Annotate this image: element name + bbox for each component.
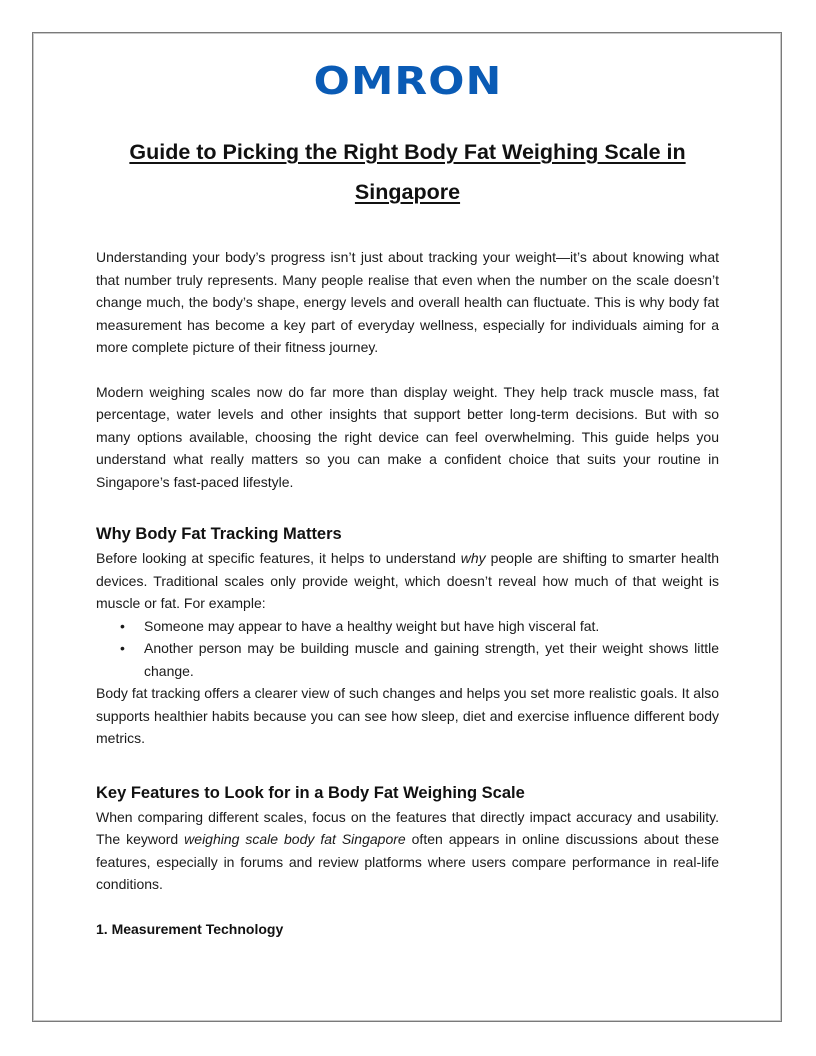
bullet-icon: • [120,617,125,634]
intro-paragraph-2: Modern weighing scales now do far more than display weight. They help track muscle mass, fat percentage, water levels and other insights that support better long-term decisions. But with so many options available, choosing the right device can feel overwhelming. This guide helps you understand what really matters so you can make a confident choice that suits your routine in Singapore’s fast-paced lifestyle. [96,383,719,490]
why-emphasis: why [460,550,486,566]
why-text-end: people are shifting to smarter health devices. Traditional scales only provide weight, which doesn’t reveal how much of that weight is muscle or fat. For example: [96,550,720,611]
logo-text: OMRON [313,59,503,103]
heading-why-body-fat: Why Body Fat Tracking Matters [96,525,342,543]
bullet-text: Another person may be building muscle and gaining strength, yet their weight shows little change. [144,640,719,679]
features-text-end: often appears in online discussions about these features, especially in forums and review platforms where users compare performance in real-life conditions. [96,831,719,892]
why-paragraph [96,547,719,615]
features-emphasis: weighing scale body fat Singapore [184,831,406,847]
features-text-start: When comparing different scales, focus on the features that directly impact accuracy and usability. The keyword [96,808,719,847]
document-body [96,132,719,940]
bullet-text: Someone may appear to have a healthy weight but have high visceral fat. [144,617,600,634]
page-title: Guide to Picking the Right Body Fat Weighing Scale in Singapore [129,140,686,204]
why-text-start: Before looking at specific features, it helps to understand [96,550,461,566]
heading-key-features: Key Features to Look for in a Body Fat Weighing Scale [96,783,525,802]
subheading-measurement-technology: 1. Measurement Technology [96,920,284,937]
omron-logo [0,59,816,103]
list-item [120,637,719,682]
intro-paragraph-1: Understanding your body’s progress isn’t just about tracking your weight—it’s about knowing what that number truly represents. Many people realise that even when the number on the scale doesn’t change much, the body’s shape, energy levels and overall health can fluctuate. This is why body fat measurement has become a key part of everyday wellness, especially for individuals aiming for a more complete picture of their fitness journey. [96,249,719,355]
features-paragraph [96,806,719,896]
list-item [120,615,719,638]
bullet-icon: • [120,640,125,656]
why-closing-paragraph: Body fat tracking offers a clearer view of such changes and helps you set more realistic goals. It also supports healthier habits because you can see how sleep, diet and exercise influence different body metrics. [96,685,719,746]
why-bullet-list [96,615,719,683]
